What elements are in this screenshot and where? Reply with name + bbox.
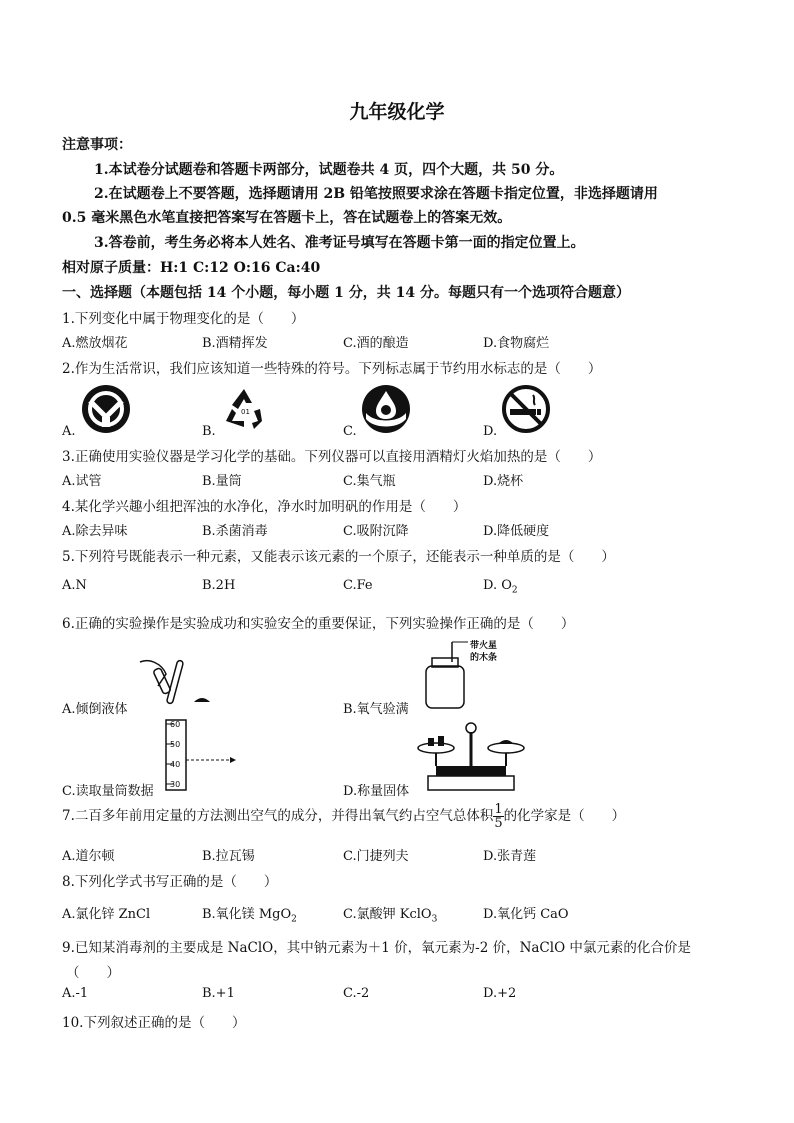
pouring-liquid-figure: [136, 656, 218, 712]
q8-option-a: A.氯化锌 ZnCl: [62, 907, 151, 922]
q8-option-b: B.氧化镁 MgO$_2$: [202, 907, 297, 925]
q6-option-a: A.倾倒液体: [62, 702, 128, 717]
q6-stem: 6.正确的实验操作是实验成功和实验安全的重要保证，下列实验操作正确的是（ ）: [62, 616, 575, 632]
energy-saving-label-icon: [80, 383, 132, 435]
notice-item-2a: 2.在试题卷上不要答题，选择题请用 2B 铅笔按照要求涂在答题卡指定位置，非选择题请用: [94, 186, 658, 202]
oxygen-test-figure: [412, 640, 522, 712]
water-saving-icon: [360, 383, 412, 435]
q9-stem-bracket: （ ）: [66, 965, 120, 981]
q8-option-c: C.氯酸钾 KclO$_3$: [343, 907, 438, 925]
q10-stem: 10.下列叙述正确的是（ ）: [62, 1015, 246, 1031]
graduated-cylinder-figure: [162, 718, 242, 792]
q1-option-a: A.燃放烟花: [62, 336, 128, 351]
q1-stem: 1.下列变化中属于物理变化的是（ ）: [62, 311, 305, 327]
q5-option-a: A.N: [62, 578, 87, 593]
q6-option-d: D.称量固体: [343, 784, 410, 799]
tick-label-50: 50: [170, 740, 181, 749]
notice-heading: 注意事项：: [62, 137, 132, 153]
notice-item-3: 3.答卷前，考生务必将本人姓名、准考证号填写在答题卡第一面的指定位置上。: [94, 235, 585, 251]
q3-stem: 3.正确使用实验仪器是学习化学的基础。下列仪器可以直接用酒精灯火焰加热的是（ ）: [62, 449, 602, 465]
q3-option-c: C.集气瓶: [343, 474, 396, 489]
q1-option-c: C.酒的酿造: [343, 336, 409, 351]
q2-option-b: B.: [202, 424, 216, 439]
atomic-mass-line: 相对原子质量：H:1 C:12 O:16 Ca:40: [62, 260, 321, 276]
tick-label-30: 30: [170, 780, 181, 789]
no-smoking-icon: [500, 383, 552, 435]
q4-option-b: B.杀菌消毒: [202, 524, 268, 539]
q5-option-b: B.2H: [202, 578, 236, 593]
notice-item-2b: 0.5 毫米黑色水笔直接把答案写在答题卡上，答在试题卷上的答案无效。: [62, 210, 512, 226]
glowing-splint-label-1: 带火星: [470, 641, 498, 651]
q8-option-d: D.氧化钙 CaO: [483, 907, 569, 922]
q1-option-b: B.酒精挥发: [202, 336, 268, 351]
q6-option-b: B.氧气验满: [343, 702, 409, 717]
q6-option-c: C.读取量筒数据: [62, 784, 154, 799]
glowing-splint-label-2: 的木条: [470, 653, 498, 663]
q7-option-d: D.张青莲: [483, 849, 537, 864]
q9-option-d: D.+2: [483, 986, 517, 1001]
recycle-icon: [218, 383, 270, 435]
tick-label-60: 60: [170, 720, 181, 729]
q5-option-c: C.Fe: [343, 578, 373, 593]
q7-option-b: B.拉瓦锡: [202, 849, 255, 864]
q9-option-b: B.+1: [202, 986, 235, 1001]
q5-stem: 5.下列符号既能表示一种元素，又能表示该元素的一个原子，还能表示一种单质的是（ ）: [62, 549, 615, 565]
q4-stem: 4.某化学兴趣小组把浑浊的水净化，净水时加明矾的作用是（ ）: [62, 499, 467, 515]
q3-option-a: A.试管: [62, 474, 102, 489]
section-1-heading: 一、选择题（本题包括 14 个小题，每小题 1 分，共 14 分。每题只有一个选项符合题意）: [62, 285, 630, 301]
tick-label-40: 40: [170, 760, 181, 769]
q8-stem: 8.下列化学式书写正确的是（ ）: [62, 874, 278, 890]
q3-option-b: B.量筒: [202, 474, 242, 489]
q4-option-a: A.除去异味: [62, 524, 128, 539]
q1-option-d: D.食物腐烂: [483, 336, 550, 351]
q2-option-d: D.: [483, 424, 498, 439]
one-fifth-fraction: $\frac{1}{5}$: [494, 802, 503, 831]
recycle-icon-code: 01: [241, 408, 250, 416]
q2-stem: 2.作为生活常识，我们应该知道一些特殊的符号。下列标志属于节约用水标志的是（ ）: [62, 361, 602, 377]
q7-stem: 7.二百多年前用定量的方法测出空气的成分，并得出氧气约占空气总体积 $\frac{1}{5}$ 的化学家是（ ）: [62, 802, 626, 831]
balance-scale-figure: [416, 718, 526, 794]
q2-option-a: A.: [62, 424, 76, 439]
q7-option-a: A.道尔顿: [62, 849, 115, 864]
q7-option-c: C.门捷列夫: [343, 849, 409, 864]
q4-option-d: D.降低硬度: [483, 524, 550, 539]
q9-option-a: A.-1: [62, 986, 89, 1001]
notice-item-1: 1.本试卷分试题卷和答题卡两部分，试题卷共 4 页，四个大题，共 50 分。: [94, 162, 564, 178]
q9-stem: 9.已知某消毒剂的主要成是 NaClO，其中钠元素为＋1 价，氧元素为-2 价，NaClO 中氯元素的化合价是: [62, 940, 691, 956]
q4-option-c: C.吸附沉降: [343, 524, 409, 539]
page-title: 九年级化学: [349, 101, 445, 123]
q5-option-d: D. $O_2$: [483, 578, 518, 596]
q2-option-c: C.: [343, 424, 357, 439]
q3-option-d: D.烧杯: [483, 474, 524, 489]
q9-option-c: C.-2: [343, 986, 370, 1001]
